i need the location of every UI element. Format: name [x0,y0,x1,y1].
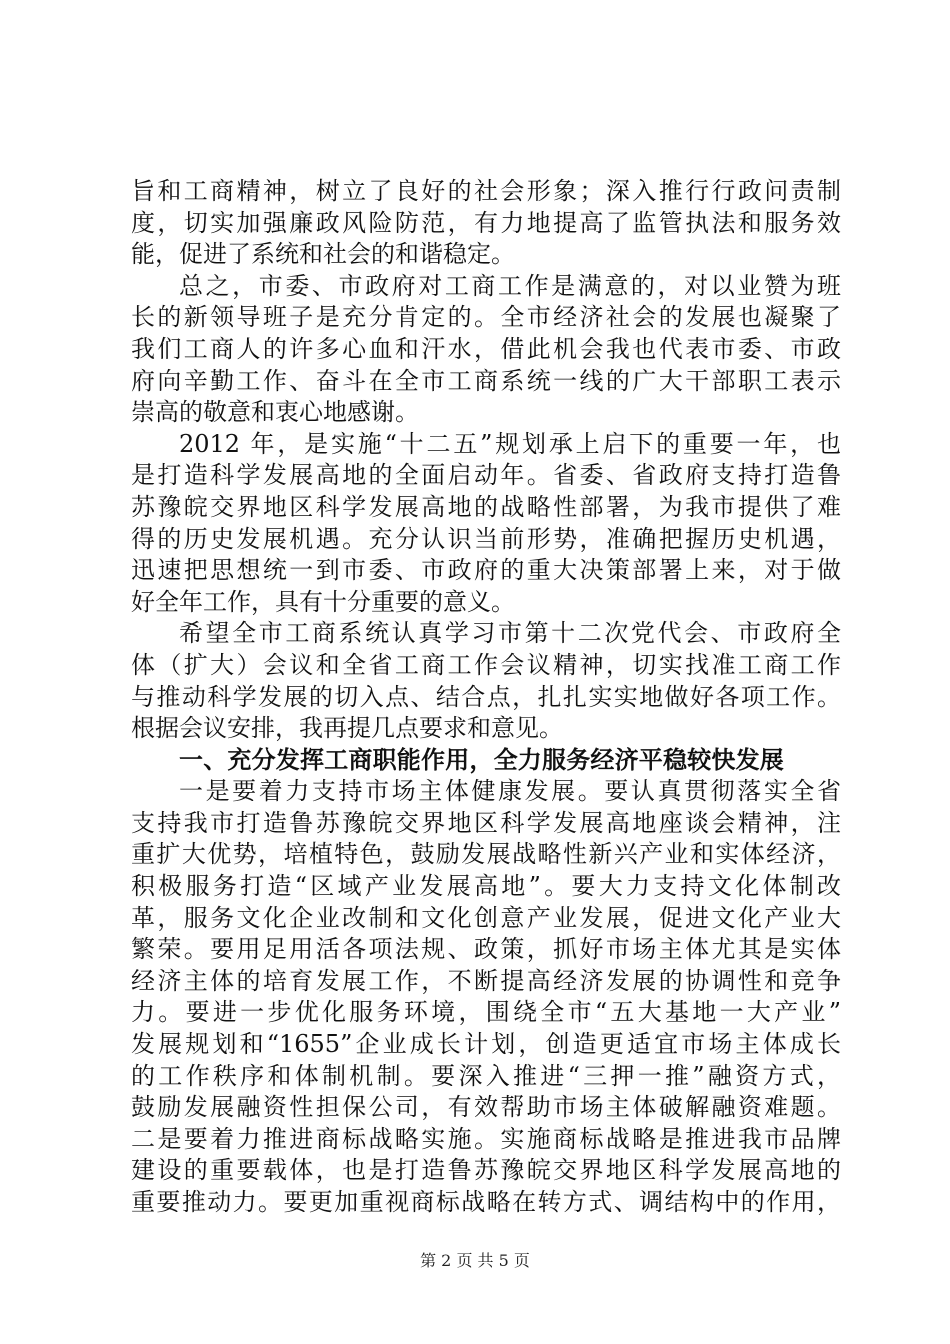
text-line: 二是要着力推进商标战略实施。实施商标战略是推进我市品牌 [131,1124,841,1153]
text-line: 一是要着力支持市场主体健康发展。要认真贯彻落实全省 [179,777,841,806]
text-line: 的工作秩序和体制机制。要深入推进“三押一推”融资方式， [131,1061,841,1090]
text-line: 苏豫皖交界地区科学发展高地的战略性部署，为我市提供了难 [131,492,841,521]
text-line: 经济主体的培育发展工作，不断提高经济发展的协调性和竞争 [131,966,841,995]
text-line: 重要推动力。要更加重视商标战略在转方式、调结构中的作用， [131,1188,841,1216]
text-line: 希望全市工商系统认真学习市第十二次党代会、市政府全 [179,619,841,648]
text-line: 革，服务文化企业改制和文化创意产业发展，促进文化产业大 [131,903,841,932]
text-line: 力。要进一步优化服务环境，围绕全市“五大基地一大产业” [131,998,841,1027]
text-line: 崇高的敬意和衷心地感谢。 [131,398,419,427]
text-line: 迅速把思想统一到市委、市政府的重大决策部署上来，对于做 [131,556,841,585]
text-line: 重扩大优势，培植特色，鼓励发展战略性新兴产业和实体经济， [131,840,841,869]
text-line: 旨和工商精神，树立了良好的社会形象；深入推行行政问责制 [131,177,841,205]
text-line: 与推动科学发展的切入点、结合点，扎扎实实地做好各项工作。 [131,682,841,711]
text-line: 得的历史发展机遇。充分认识当前形势，准确把握历史机遇， [131,524,841,553]
text-line: 总之，市委、市政府对工商工作是满意的，对以业赞为班 [179,271,841,300]
text-line: 长的新领导班子是充分肯定的。全市经济社会的发展也凝聚了 [131,303,841,332]
document-body [131,176,841,1219]
text-line: 鼓励发展融资性担保公司，有效帮助市场主体破解融资难题。 [131,1093,841,1122]
text-line: 根据会议安排，我再提几点要求和意见。 [131,714,563,743]
text-line: 府向辛勤工作、奋斗在全市工商系统一线的广大干部职工表示 [131,366,841,395]
text-line: 好全年工作，具有十分重要的意义。 [131,587,515,616]
text-line: 能，促进了系统和社会的和谐稳定。 [131,240,515,269]
text-line: 积极服务打造“区域产业发展高地”。要大力支持文化体制改 [131,872,841,901]
page-number-footer: 第 2 页 共 5 页 [420,1251,530,1270]
text-line: 建设的重要载体，也是打造鲁苏豫皖交界地区科学发展高地的 [131,1156,841,1185]
text-line: 发展规划和“1655”企业成长计划，创造更适宜市场主体成长 [131,1030,841,1059]
text-line: 繁荣。要用足用活各项法规、政策，抓好市场主体尤其是实体 [131,935,841,964]
text-line: 度，切实加强廉政风险防范，有力地提高了监管执法和服务效 [131,208,841,237]
text-line: 我们工商人的许多心血和汗水，借此机会我也代表市委、市政 [131,334,841,363]
text-line: 支持我市打造鲁苏豫皖交界地区科学发展高地座谈会精神，注 [131,808,841,837]
text-line: 是打造科学发展高地的全面启动年。省委、省政府支持打造鲁 [131,461,841,490]
section-heading: 一、充分发挥工商职能作用，全力服务经济平稳较快发展 [179,745,784,774]
text-line: 2012 年，是实施“十二五”规划承上启下的重要一年，也 [179,429,841,458]
text-line: 体（扩大）会议和全省工商工作会议精神，切实找准工商工作 [131,650,841,679]
